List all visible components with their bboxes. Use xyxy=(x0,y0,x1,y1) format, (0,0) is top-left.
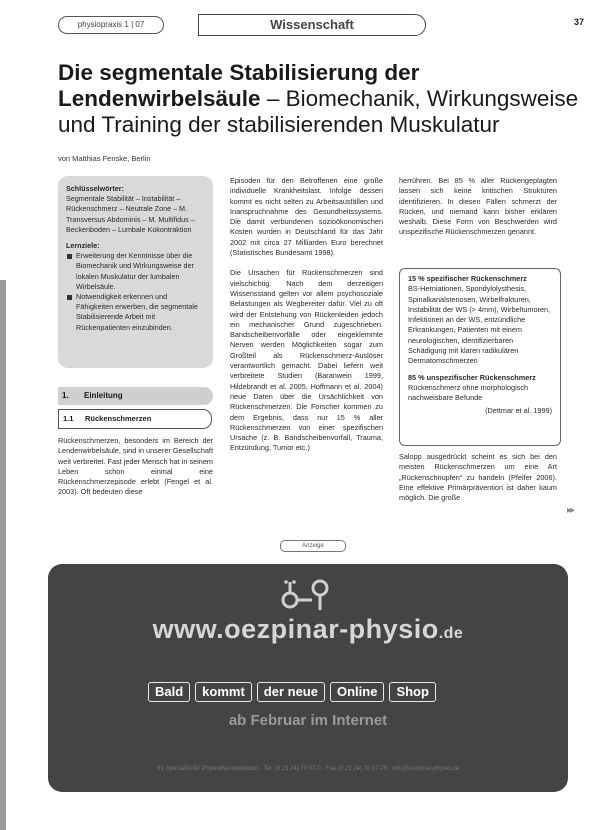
section-heading-1-1 xyxy=(58,409,212,429)
ad-url[interactable] xyxy=(48,614,568,645)
ad-word-button: kommt xyxy=(195,682,252,702)
oezpinar-logo-icon xyxy=(276,576,336,616)
definition-box xyxy=(399,268,561,446)
section-number: 1. xyxy=(62,391,69,400)
ad-url-main: www.oezpinar-physio xyxy=(152,614,439,644)
goal-item: Erweiterung der Kenntnisse über die Biomechanik und Wirkungsweise der lokalen Muskulatur der lumbalen Wirbelsäule. xyxy=(76,251,205,292)
keywords-text: Segmentale Stabilität – Instabilität – Rückenschmerz – Neutrale Zone – M. Transversus Abdominis – M. Multifidus – Beckenboden – Lumbale Kokontraktion xyxy=(66,194,195,234)
keywords-heading: Schlüsselwörter: xyxy=(66,184,124,193)
keywords-box xyxy=(58,176,213,368)
definition-text: Rückenschmerz ohne morphologisch nachweisbare Befunde xyxy=(408,382,529,403)
page-number: 37 xyxy=(573,17,584,27)
ad-button-row xyxy=(148,682,441,704)
ad-word-button: Online xyxy=(330,682,384,702)
column-2 xyxy=(230,176,383,464)
definition-source: (Dettmar et al. 1999) xyxy=(485,405,552,415)
ad-footer: Ihr Spezialist für Physiotherapiebedarf · Tel. (0 23 24) 70 97-0 · Fax (0 23 24) 70 97-29 · info@oezpinar-physio.de xyxy=(157,766,459,772)
advertisement xyxy=(48,564,568,792)
title-bold: Die segmentale Stabilisierung der Lendenwirbelsäule xyxy=(58,60,420,111)
title-subtitle: – Biomechanik, Wirkungsweise und Training der stabilisierenden Muskulatur xyxy=(58,86,579,137)
paragraph: Episoden für den Betroffenen eine große individuelle Krankheitslast. Infolge dessen kommt es nicht selten zu Arbeitsausfällen und Inanspruchnahme des Gesundheitssystems. Die damit verbundenen sozioökonomischen Kosten wurden in Deutschland für das Jahr 2002 mit circa 27 Milliarden Euro berechnet (Statistisches Bundesamt 1998). xyxy=(230,176,383,258)
ad-word-button: der neue xyxy=(257,682,325,702)
page-header xyxy=(58,14,584,36)
ad-word-button: Shop xyxy=(389,682,436,702)
column-3-top: herrühren. Bei 85 % aller Rückengeplagten lassen sich keine kritischen Strukturen identifizieren. In diesen Fällen schmerzt der Rücken, und niemand kann bisher erklären weshalb. Diese Form von Beschwerden wird unspezifische Rückenschmerzen genannt. xyxy=(399,176,557,237)
ad-label: Anzeige xyxy=(280,540,346,552)
article-title xyxy=(58,60,588,138)
section-heading-1 xyxy=(58,387,213,405)
definition-heading: 15 % spezifischer Rückenschmerz xyxy=(408,274,527,283)
author-line: von Matthias Fenske, Berlin xyxy=(58,154,151,163)
ad-word-button: Bald xyxy=(148,682,190,702)
ad-subline: ab Februar im Internet xyxy=(228,712,388,729)
definition-heading: 85 % unspezifischer Rückenschmerz xyxy=(408,372,536,382)
goal-item: Notwendigkeit erkennen und Fähigkeiten erwerben, die segmentale Stabilisierende Arbeit mit Rückenpatienten einzubinden. xyxy=(76,292,205,333)
column-1-text: Rückenschmerzen, besonders im Bereich der Lendenwirbelsäule, sind in unserer Gesellschaft weit verbreitet. Fast jeder Mensch hat in seinem Leben schon einmal eine Rückenschmerzepisode erlebt (Fengel et al. 2003). Oft bedeuten diese xyxy=(58,436,213,497)
section-number: 1.1 xyxy=(63,414,74,423)
column-3-bottom: Salopp ausgedrückt scheint es sich bei den meisten Rückenschmerzen um eine Art „Rückenschnupfen“ zu handeln (Pfeifer 2006). Eine effektive Primärprävention ist daher kaum möglich. Die große xyxy=(399,452,557,503)
section-title: Einleitung xyxy=(84,391,123,400)
goals-heading: Lernziele: xyxy=(66,241,100,251)
journal-badge: physiopraxis 1 | 07 xyxy=(58,16,164,34)
continue-arrows-icon: ▸▸ xyxy=(567,505,574,516)
section-label: Wissenschaft xyxy=(198,14,426,36)
scan-edge xyxy=(0,280,6,830)
section-title: Rückenschmerzen xyxy=(85,414,152,423)
definition-text: BS-Herniationen, Spondylolysthesis, Spinalkanalstenosen, Wirbelfrakturen, Instabilität der WS (> 4mm), Wirbeltumoren, Infektionen an der WS, entzündliche Erkrankungen, Patienten mit einem neurologischen, identifizierbaren Schädigung mit klaren radikulären Dermatomschmerzen xyxy=(408,284,551,366)
goals-list xyxy=(66,251,205,333)
ad-url-tld: .de xyxy=(438,625,464,642)
paragraph: Die Ursachen für Rückenschmerzen sind vielschichtig. Nach dem derzeitigen Wissensstand gelten vor allem psychosoziale Belastungen als Wegbereiter dafür. Viel zu oft wird der Entstehung von Rückenleiden jedoch ein mechanischer Grund zugeschrieben. Bandscheibenvorfälle oder eingeklemmte Nerven werden Möglichkeiten sogar zum Großteil als Rückenschmerz-Auslöser verantwortlich gemacht. Dabei liefern weit verbreitete Studien (Baranwein 1999, Hildebrandt et al. 2005, Hoffmann et al. 2004) neue Daten über die Ursächlichkeit von Rückenschmerzen. Die Forscher kommen zu dem Ergebnis, dass nur 15 % aller Rückenschmerzen von einer spezifischen Ursache (z. B. Bandscheibenvorfall, Trauma, Entzündung, Tumor etc.) xyxy=(230,268,383,453)
